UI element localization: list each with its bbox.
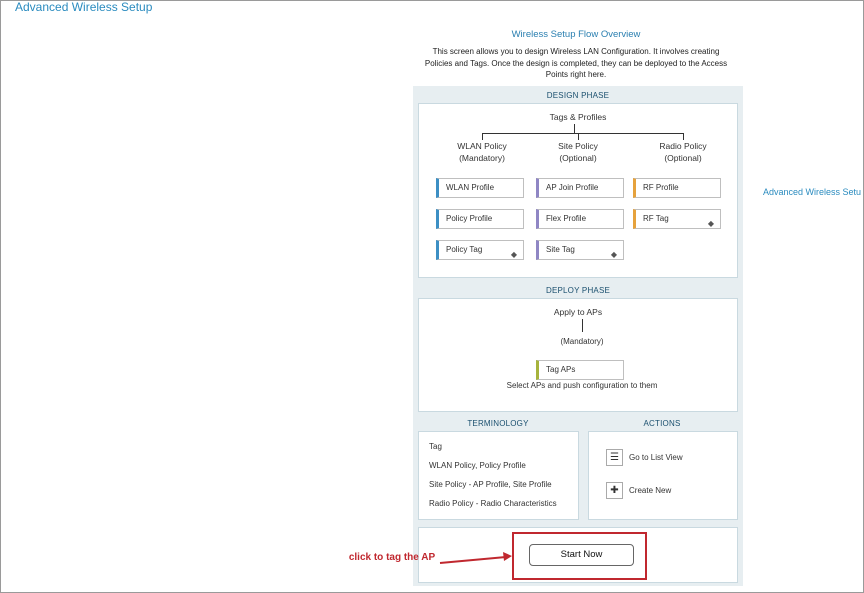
design-phase-header: DESIGN PHASE	[546, 91, 610, 100]
wlan-profile-tile[interactable]	[436, 178, 524, 198]
tag-aps-tile[interactable]	[536, 360, 624, 380]
policy-tag-label: Policy Tag	[446, 245, 483, 254]
ap-join-profile-label: AP Join Profile	[546, 183, 599, 192]
flex-profile-tile[interactable]	[536, 209, 624, 229]
terminology-item: Site Policy - AP Profile, Site Profile	[429, 480, 552, 489]
tree-connector	[582, 319, 583, 332]
policy-tag-tile[interactable]	[436, 240, 524, 260]
start-now-button[interactable]: Start Now	[529, 544, 634, 566]
go-to-list-view-link[interactable]: Go to List View	[629, 453, 683, 462]
terminology-item: Radio Policy - Radio Characteristics	[429, 499, 557, 508]
policy-profile-tile[interactable]	[436, 209, 524, 229]
terminology-item: Tag	[429, 442, 442, 451]
tree-connector	[578, 133, 579, 140]
terminology-item: WLAN Policy, Policy Profile	[429, 461, 526, 470]
site-tag-label: Site Tag	[546, 245, 575, 254]
deploy-caption: Select APs and push configuration to them	[506, 381, 658, 390]
deploy-mandatory-note: (Mandatory)	[560, 337, 604, 346]
list-icon[interactable]: ☰	[606, 449, 623, 466]
flow-overview-title: Wireless Setup Flow Overview	[511, 29, 641, 40]
app-title: Advanced Wireless Setup	[15, 0, 153, 14]
tag-icon: ◆	[510, 250, 517, 259]
tag-aps-label: Tag APs	[546, 365, 576, 374]
tree-connector	[683, 133, 684, 140]
flex-profile-label: Flex Profile	[546, 214, 587, 223]
create-new-link[interactable]: Create New	[629, 486, 672, 495]
site-policy-heading	[536, 140, 620, 164]
callout-label: click to tag the AP	[348, 552, 436, 563]
flow-overview-container	[413, 86, 743, 586]
terminology-panel	[418, 431, 579, 520]
rf-profile-tile[interactable]	[633, 178, 721, 198]
ap-join-profile-tile[interactable]	[536, 178, 624, 198]
wlan-policy-note: (Mandatory)	[459, 153, 505, 163]
site-policy-title: Site Policy	[558, 141, 598, 151]
policy-profile-label: Policy Profile	[446, 214, 493, 223]
actions-header: ACTIONS	[643, 419, 681, 428]
tag-icon: ◆	[610, 250, 617, 259]
tags-profiles-label: Tags & Profiles	[549, 112, 607, 122]
tag-icon: ◆	[707, 219, 714, 228]
radio-policy-title: Radio Policy	[659, 141, 707, 151]
actions-panel	[588, 431, 738, 520]
radio-policy-heading	[641, 140, 725, 164]
site-policy-note: (Optional)	[559, 153, 597, 163]
tree-connector	[574, 124, 575, 133]
tree-connector	[482, 133, 483, 140]
deploy-phase-header: DEPLOY PHASE	[545, 286, 611, 295]
wlan-policy-title: WLAN Policy	[457, 141, 507, 151]
tree-connector	[482, 133, 683, 134]
terminology-header: TERMINOLOGY	[467, 419, 529, 428]
plus-icon[interactable]: ✚	[606, 482, 623, 499]
rf-tag-label: RF Tag	[643, 214, 669, 223]
wlan-policy-heading	[440, 140, 524, 164]
deploy-phase-panel	[418, 298, 738, 412]
flow-overview-description: This screen allows you to design Wireless LAN Configuration. It involves creating Policies and Tags. Once the design is completed, they can be deployed to the Access Points right here.	[424, 47, 728, 79]
advanced-wireless-setup-link[interactable]: Advanced Wireless Setu	[763, 187, 862, 197]
site-tag-tile[interactable]	[536, 240, 624, 260]
apply-to-aps-label: Apply to APs	[553, 307, 603, 317]
rf-tag-tile[interactable]	[633, 209, 721, 229]
rf-profile-label: RF Profile	[643, 183, 679, 192]
wlan-profile-label: WLAN Profile	[446, 183, 495, 192]
design-phase-panel	[418, 103, 738, 278]
radio-policy-note: (Optional)	[664, 153, 702, 163]
